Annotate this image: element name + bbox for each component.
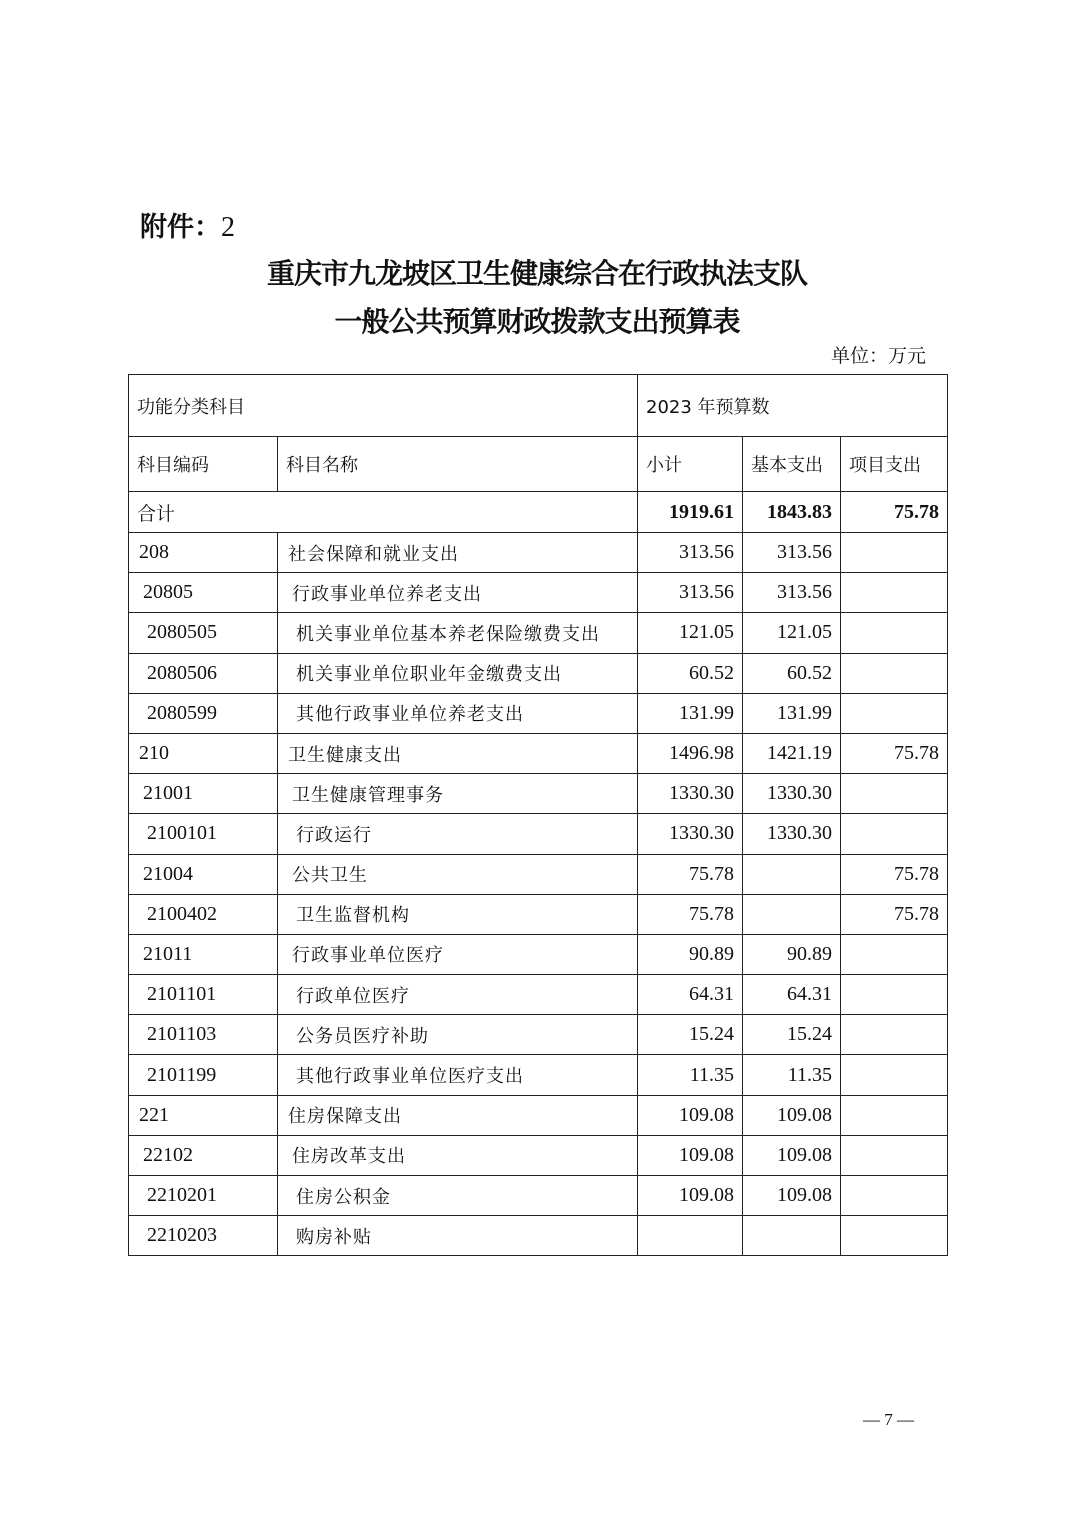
header-subtotal: 小计 [638, 437, 743, 492]
row-name: 其他行政事业单位养老支出 [278, 693, 638, 733]
row-code: 2080506 [129, 653, 278, 693]
row-project: 75.78 [841, 854, 948, 894]
row-code: 2101103 [129, 1015, 278, 1055]
row-subtotal: 64.31 [638, 975, 743, 1015]
row-project [841, 653, 948, 693]
header-basic: 基本支出 [743, 437, 841, 492]
table-row [129, 693, 948, 733]
total-row [129, 492, 948, 533]
row-name: 行政事业单位养老支出 [278, 573, 638, 613]
row-project [841, 934, 948, 974]
header-category-group: 功能分类科目 [129, 375, 638, 437]
row-code: 2210201 [129, 1176, 278, 1216]
document-title-line-1: 重庆市九龙坡区卫生健康综合在行政执法支队 [266, 257, 807, 290]
row-basic [743, 894, 841, 934]
row-basic: 109.08 [743, 1135, 841, 1175]
row-name: 机关事业单位基本养老保险缴费支出 [278, 613, 638, 653]
table-row [129, 1055, 948, 1095]
table-row [129, 573, 948, 613]
row-project [841, 1055, 948, 1095]
row-subtotal: 15.24 [638, 1015, 743, 1055]
row-name: 住房改革支出 [278, 1135, 638, 1175]
table-row [129, 814, 948, 854]
table-row [129, 854, 948, 894]
row-subtotal [638, 1216, 743, 1256]
row-project [841, 1095, 948, 1135]
row-code: 2210203 [129, 1216, 278, 1256]
row-project [841, 573, 948, 613]
row-project [841, 1015, 948, 1055]
row-basic: 313.56 [743, 533, 841, 573]
attachment-label [140, 205, 235, 244]
row-code: 21004 [129, 854, 278, 894]
unit-label: 单位：万元 [830, 345, 926, 367]
row-code: 208 [129, 533, 278, 573]
row-subtotal: 131.99 [638, 693, 743, 733]
attachment-number: 2 [221, 212, 235, 243]
row-code: 221 [129, 1095, 278, 1135]
total-subtotal: 1919.61 [638, 492, 743, 533]
total-label: 合计 [129, 492, 638, 533]
row-subtotal: 109.08 [638, 1176, 743, 1216]
row-name: 其他行政事业单位医疗支出 [278, 1055, 638, 1095]
row-name: 机关事业单位职业年金缴费支出 [278, 653, 638, 693]
budget-table [128, 374, 948, 1256]
row-project [841, 693, 948, 733]
row-basic: 109.08 [743, 1176, 841, 1216]
row-subtotal: 109.08 [638, 1095, 743, 1135]
row-code: 210 [129, 733, 278, 773]
row-code: 2101199 [129, 1055, 278, 1095]
header-budget-group: 2023 年预算数 [638, 375, 948, 437]
row-project [841, 1176, 948, 1216]
row-basic: 1330.30 [743, 774, 841, 814]
header-row-group [129, 375, 948, 437]
row-project [841, 533, 948, 573]
table-row [129, 1095, 948, 1135]
row-basic [743, 1216, 841, 1256]
row-name: 住房保障支出 [278, 1095, 638, 1135]
page-number: — 7 — [863, 1410, 914, 1429]
total-project: 75.78 [841, 492, 948, 533]
row-project [841, 1135, 948, 1175]
row-name: 住房公积金 [278, 1176, 638, 1216]
total-basic: 1843.83 [743, 492, 841, 533]
header-code: 科目编码 [129, 437, 278, 492]
row-name: 卫生健康支出 [278, 733, 638, 773]
row-subtotal: 75.78 [638, 894, 743, 934]
row-subtotal: 1496.98 [638, 733, 743, 773]
table-row [129, 1015, 948, 1055]
row-project [841, 1216, 948, 1256]
header-row-columns [129, 437, 948, 492]
row-code: 21001 [129, 774, 278, 814]
row-name: 购房补贴 [278, 1216, 638, 1256]
row-basic: 313.56 [743, 573, 841, 613]
row-project [841, 613, 948, 653]
attachment-prefix: 附件： [140, 212, 221, 243]
row-basic: 60.52 [743, 653, 841, 693]
row-code: 22102 [129, 1135, 278, 1175]
row-subtotal: 90.89 [638, 934, 743, 974]
row-subtotal: 109.08 [638, 1135, 743, 1175]
row-basic: 15.24 [743, 1015, 841, 1055]
row-subtotal: 313.56 [638, 573, 743, 613]
header-name: 科目名称 [278, 437, 638, 492]
row-subtotal: 1330.30 [638, 774, 743, 814]
row-basic: 64.31 [743, 975, 841, 1015]
table-row [129, 975, 948, 1015]
row-name: 公务员医疗补助 [278, 1015, 638, 1055]
table-row [129, 1216, 948, 1256]
row-basic: 11.35 [743, 1055, 841, 1095]
row-basic: 90.89 [743, 934, 841, 974]
header-project: 项目支出 [841, 437, 948, 492]
row-subtotal: 60.52 [638, 653, 743, 693]
row-name: 社会保障和就业支出 [278, 533, 638, 573]
row-basic [743, 854, 841, 894]
row-code: 2100402 [129, 894, 278, 934]
row-code: 2100101 [129, 814, 278, 854]
row-subtotal: 121.05 [638, 613, 743, 653]
row-project: 75.78 [841, 894, 948, 934]
row-code: 20805 [129, 573, 278, 613]
row-basic: 1421.19 [743, 733, 841, 773]
row-project [841, 975, 948, 1015]
table-row [129, 653, 948, 693]
row-basic: 1330.30 [743, 814, 841, 854]
row-subtotal: 11.35 [638, 1055, 743, 1095]
row-name: 行政事业单位医疗 [278, 934, 638, 974]
row-project [841, 814, 948, 854]
row-subtotal: 1330.30 [638, 814, 743, 854]
table-row [129, 774, 948, 814]
row-code: 2080599 [129, 693, 278, 733]
table-row [129, 533, 948, 573]
table-row [129, 1135, 948, 1175]
row-basic: 109.08 [743, 1095, 841, 1135]
row-subtotal: 313.56 [638, 533, 743, 573]
row-basic: 131.99 [743, 693, 841, 733]
table-row [129, 733, 948, 773]
row-project: 75.78 [841, 733, 948, 773]
row-code: 2080505 [129, 613, 278, 653]
row-basic: 121.05 [743, 613, 841, 653]
table-row [129, 894, 948, 934]
row-code: 21011 [129, 934, 278, 974]
row-subtotal: 75.78 [638, 854, 743, 894]
row-code: 2101101 [129, 975, 278, 1015]
row-name: 行政运行 [278, 814, 638, 854]
document-title-line-2: 一般公共预算财政拨款支出预算表 [334, 305, 740, 338]
table-row [129, 613, 948, 653]
table-row [129, 1176, 948, 1216]
row-name: 行政单位医疗 [278, 975, 638, 1015]
row-name: 卫生监督机构 [278, 894, 638, 934]
row-name: 公共卫生 [278, 854, 638, 894]
table-row [129, 934, 948, 974]
row-project [841, 774, 948, 814]
row-name: 卫生健康管理事务 [278, 774, 638, 814]
